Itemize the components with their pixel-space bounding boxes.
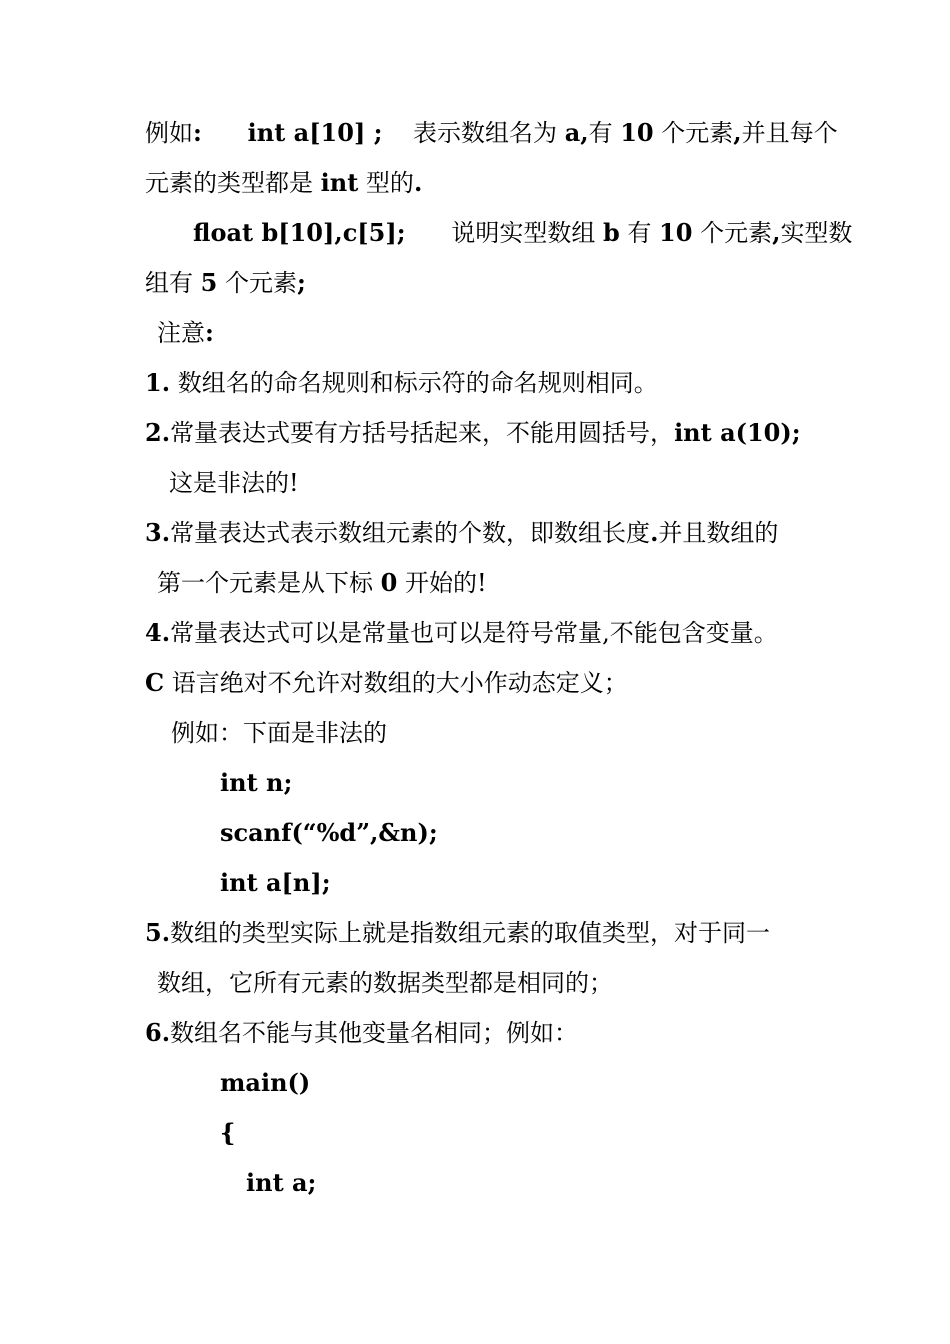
text-run: int a(10); <box>674 418 801 447</box>
text-run: ! <box>289 469 299 497</box>
text-line-15 <box>157 968 613 998</box>
text-line-8 <box>169 468 299 498</box>
text-run: 常量表达式表示数组元素的个数，即数组长度 <box>170 519 651 547</box>
text-run: 不能包含变量。 <box>609 619 778 647</box>
text-run: 说明实型数组 <box>405 219 603 247</box>
text-run: 常量表达式要有方括号括起来，不能用圆括号， <box>170 419 675 447</box>
text-run: 语言绝对不允许对数组的大小作动态定义； <box>164 669 628 697</box>
text-run: 组有 <box>145 269 201 297</box>
text-run: 数组，它所有元素的数据类型都是相同的； <box>157 969 613 997</box>
text-line-11 <box>145 618 778 648</box>
text-run: b <box>602 218 620 247</box>
text-run <box>202 119 248 147</box>
text-line-12 <box>145 668 628 698</box>
text-line-7 <box>145 418 801 448</box>
code-line-4 <box>220 1068 310 1098</box>
text-run: 这是非法的 <box>169 469 289 497</box>
code-line-1 <box>220 768 292 798</box>
text-run: 并且每个 <box>741 119 838 147</box>
text-line-16 <box>145 1018 578 1048</box>
code-line-3 <box>220 868 331 898</box>
text-run: 开始的 <box>397 569 477 597</box>
text-run: 有 <box>588 119 621 147</box>
text-run: 型的 <box>358 169 414 197</box>
text-run: , <box>772 218 781 247</box>
text-run: 数组名的命名规则和标示符的命名规则相同。 <box>170 369 658 397</box>
text-run: 5. <box>145 918 171 947</box>
text-line-6 <box>145 368 658 398</box>
text-run: 个元素 <box>653 119 734 147</box>
text-run: 10 <box>620 118 654 147</box>
code-line-6 <box>246 1168 316 1198</box>
text-line-14 <box>145 918 770 948</box>
text-run: a, <box>564 118 589 147</box>
text-run: 有 <box>619 219 660 247</box>
text-run: 个元素 <box>217 269 297 297</box>
text-line-4 <box>145 268 306 298</box>
text-run: , <box>602 619 610 647</box>
code-line-5 <box>220 1118 235 1148</box>
text-run: . <box>413 168 423 197</box>
text-run: 2. <box>145 418 171 447</box>
text-run: main() <box>220 1068 311 1097</box>
text-run: int a[n]; <box>220 868 331 897</box>
text-run: 0 <box>380 568 398 597</box>
text-line-3 <box>193 218 852 248</box>
text-run: int <box>320 168 359 197</box>
text-run: int a; <box>246 1168 317 1197</box>
text-run: 5 <box>200 268 218 297</box>
code-line-2 <box>220 818 438 848</box>
text-run: 例如 <box>145 119 193 147</box>
text-run: ! <box>476 569 487 597</box>
text-line-9 <box>145 518 778 548</box>
text-run: : <box>205 318 214 347</box>
text-run: 第一个元素是从下标 <box>157 569 381 597</box>
text-line-13 <box>171 718 387 748</box>
text-run: float b[10],c[5]; <box>193 218 406 247</box>
text-run: C <box>145 668 165 697</box>
text-run: 数组名不能与其他变量名相同；例如： <box>170 1019 579 1047</box>
text-run: int n; <box>220 768 293 797</box>
text-run: 个元素 <box>692 219 773 247</box>
text-line-10 <box>157 568 487 598</box>
text-run: 3. <box>145 518 171 547</box>
text-line-1 <box>145 118 838 148</box>
text-run: 表示数组名为 <box>382 119 565 147</box>
text-run: 实型数 <box>780 219 853 247</box>
text-run: 常量表达式可以是常量也可以是符号常量 <box>170 619 603 647</box>
text-line-5 <box>157 318 214 348</box>
text-run: scanf(“%d”,&n); <box>220 818 438 847</box>
text-run: ; <box>296 268 306 297</box>
text-run: 并且数组的 <box>658 519 779 547</box>
text-run: 例如：下面是非法的 <box>171 719 387 747</box>
text-line-2 <box>145 168 422 198</box>
text-run: 4. <box>145 618 171 647</box>
text-run: 6. <box>145 1018 171 1047</box>
text-run: 注意 <box>157 319 205 347</box>
text-run: 数组的类型实际上就是指数组元素的取值类型，对于同一 <box>170 919 771 947</box>
text-run: 10 <box>659 218 693 247</box>
text-run: 1. <box>145 368 171 397</box>
text-run: int a[10] ; <box>247 118 383 147</box>
text-run: , <box>733 118 742 147</box>
text-run: : <box>193 118 202 147</box>
text-run: { <box>220 1118 236 1147</box>
text-run: . <box>650 518 659 547</box>
text-run: 元素的类型都是 <box>145 169 321 197</box>
